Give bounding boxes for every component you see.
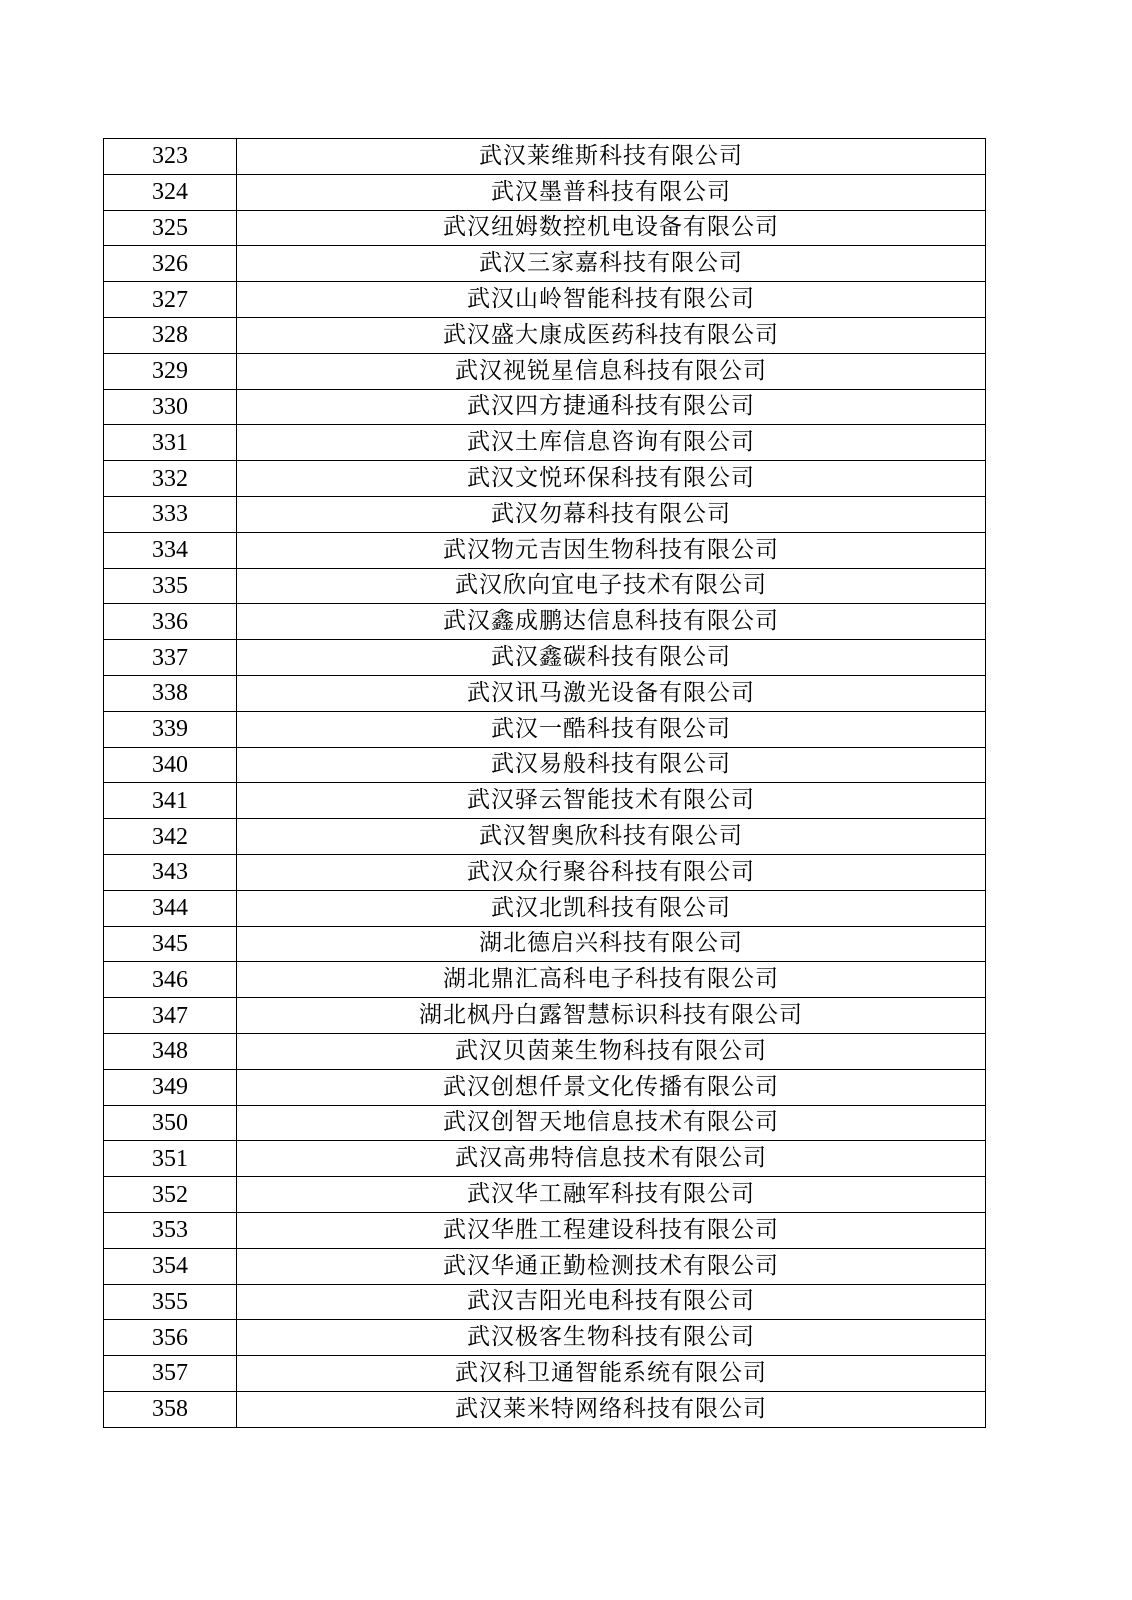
row-number: 356 — [104, 1320, 237, 1356]
company-name: 武汉纽姆数控机电设备有限公司 — [237, 210, 986, 246]
row-number: 344 — [104, 890, 237, 926]
company-name: 武汉华胜工程建设科技有限公司 — [237, 1212, 986, 1248]
company-name: 武汉鑫成鹏达信息科技有限公司 — [237, 604, 986, 640]
company-name: 武汉一酷科技有限公司 — [237, 711, 986, 747]
company-name: 武汉科卫通智能系统有限公司 — [237, 1356, 986, 1392]
company-name: 武汉四方捷通科技有限公司 — [237, 389, 986, 425]
table-row — [104, 675, 986, 711]
table-row — [104, 926, 986, 962]
company-name: 武汉众行聚谷科技有限公司 — [237, 854, 986, 890]
company-name: 武汉三家嘉科技有限公司 — [237, 246, 986, 282]
table-row — [104, 998, 986, 1034]
table-row — [104, 1320, 986, 1356]
row-number: 347 — [104, 998, 237, 1034]
table-row — [104, 1284, 986, 1320]
company-name: 武汉创想仟景文化传播有限公司 — [237, 1069, 986, 1105]
table-row — [104, 1033, 986, 1069]
table-row — [104, 210, 986, 246]
table-row — [104, 1105, 986, 1141]
row-number: 323 — [104, 139, 237, 175]
company-name: 武汉吉阳光电科技有限公司 — [237, 1284, 986, 1320]
row-number: 328 — [104, 317, 237, 353]
company-name: 武汉北凯科技有限公司 — [237, 890, 986, 926]
table-row — [104, 425, 986, 461]
table-row — [104, 1177, 986, 1213]
table-row — [104, 139, 986, 175]
company-name: 武汉土库信息咨询有限公司 — [237, 425, 986, 461]
table-row — [104, 890, 986, 926]
row-number: 338 — [104, 675, 237, 711]
company-name: 武汉讯马激光设备有限公司 — [237, 675, 986, 711]
company-name: 武汉创智天地信息技术有限公司 — [237, 1105, 986, 1141]
row-number: 337 — [104, 640, 237, 676]
table-row — [104, 1212, 986, 1248]
table-row — [104, 854, 986, 890]
table-row — [104, 783, 986, 819]
row-number: 353 — [104, 1212, 237, 1248]
company-name: 武汉莱米特网络科技有限公司 — [237, 1391, 986, 1427]
row-number: 351 — [104, 1141, 237, 1177]
row-number: 349 — [104, 1069, 237, 1105]
row-number: 336 — [104, 604, 237, 640]
row-number: 340 — [104, 747, 237, 783]
row-number: 355 — [104, 1284, 237, 1320]
row-number: 324 — [104, 174, 237, 210]
company-name: 武汉勿幕科技有限公司 — [237, 496, 986, 532]
company-name: 武汉物元吉因生物科技有限公司 — [237, 532, 986, 568]
row-number: 343 — [104, 854, 237, 890]
row-number: 345 — [104, 926, 237, 962]
table-row — [104, 1141, 986, 1177]
company-name: 武汉墨普科技有限公司 — [237, 174, 986, 210]
table-row — [104, 353, 986, 389]
table-row — [104, 640, 986, 676]
company-name: 武汉驿云智能技术有限公司 — [237, 783, 986, 819]
company-name: 武汉智奥欣科技有限公司 — [237, 819, 986, 855]
company-name: 湖北枫丹白露智慧标识科技有限公司 — [237, 998, 986, 1034]
row-number: 330 — [104, 389, 237, 425]
row-number: 346 — [104, 962, 237, 998]
table-row — [104, 604, 986, 640]
table-row — [104, 1248, 986, 1284]
row-number: 329 — [104, 353, 237, 389]
table-row — [104, 711, 986, 747]
row-number: 350 — [104, 1105, 237, 1141]
table-row — [104, 389, 986, 425]
row-number: 348 — [104, 1033, 237, 1069]
company-name: 武汉贝茵莱生物科技有限公司 — [237, 1033, 986, 1069]
table-row — [104, 461, 986, 497]
row-number: 342 — [104, 819, 237, 855]
company-name: 湖北德启兴科技有限公司 — [237, 926, 986, 962]
table-row — [104, 747, 986, 783]
row-number: 352 — [104, 1177, 237, 1213]
row-number: 357 — [104, 1356, 237, 1392]
row-number: 341 — [104, 783, 237, 819]
table-row — [104, 1356, 986, 1392]
company-name: 武汉高弗特信息技术有限公司 — [237, 1141, 986, 1177]
company-name: 武汉华通正勤检测技术有限公司 — [237, 1248, 986, 1284]
row-number: 335 — [104, 568, 237, 604]
row-number: 358 — [104, 1391, 237, 1427]
row-number: 331 — [104, 425, 237, 461]
company-list-table — [103, 138, 986, 1428]
company-name: 武汉盛大康成医药科技有限公司 — [237, 317, 986, 353]
row-number: 325 — [104, 210, 237, 246]
company-name: 武汉华工融军科技有限公司 — [237, 1177, 986, 1213]
row-number: 332 — [104, 461, 237, 497]
row-number: 354 — [104, 1248, 237, 1284]
company-name: 武汉欣向宜电子技术有限公司 — [237, 568, 986, 604]
company-name: 武汉山岭智能科技有限公司 — [237, 282, 986, 318]
table-row — [104, 532, 986, 568]
row-number: 339 — [104, 711, 237, 747]
table-row — [104, 496, 986, 532]
table-row — [104, 174, 986, 210]
row-number: 333 — [104, 496, 237, 532]
company-name: 武汉莱维斯科技有限公司 — [237, 139, 986, 175]
company-name: 武汉视锐星信息科技有限公司 — [237, 353, 986, 389]
table-row — [104, 246, 986, 282]
company-name: 湖北鼎汇高科电子科技有限公司 — [237, 962, 986, 998]
table-row — [104, 1391, 986, 1427]
table-row — [104, 1069, 986, 1105]
table-row — [104, 962, 986, 998]
company-list-body — [104, 139, 986, 1428]
row-number: 327 — [104, 282, 237, 318]
company-name: 武汉易般科技有限公司 — [237, 747, 986, 783]
table-row — [104, 282, 986, 318]
table-row — [104, 317, 986, 353]
row-number: 334 — [104, 532, 237, 568]
table-row — [104, 568, 986, 604]
company-name: 武汉文悦环保科技有限公司 — [237, 461, 986, 497]
company-name: 武汉极客生物科技有限公司 — [237, 1320, 986, 1356]
row-number: 326 — [104, 246, 237, 282]
table-row — [104, 819, 986, 855]
company-name: 武汉鑫碳科技有限公司 — [237, 640, 986, 676]
